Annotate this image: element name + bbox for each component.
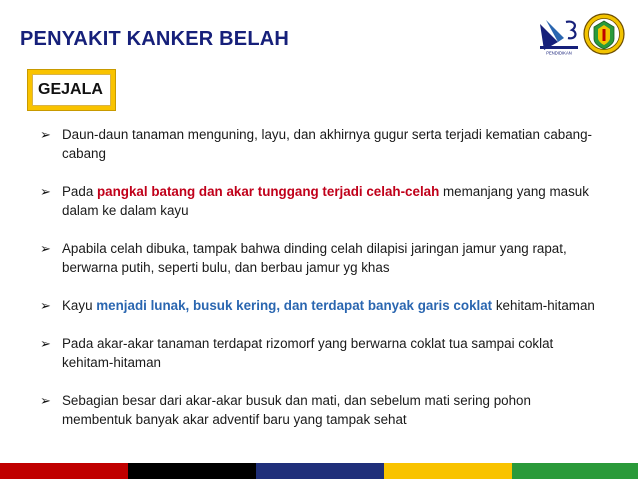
- symptom-text: Pada akar-akar tanaman terdapat rizomorf yang berwarna coklat tua sampai coklat kehitam-hitaman: [62, 336, 554, 370]
- section-badge-label: GEJALA: [32, 74, 111, 106]
- symptom-list: [40, 125, 600, 448]
- brand-logo-text: PENDIDIKAN: [546, 50, 572, 56]
- symptom-item: [40, 182, 600, 220]
- university-seal-icon: [583, 12, 625, 56]
- stripe-segment: [256, 463, 384, 479]
- symptom-text: Sebagian besar dari akar-akar busuk dan mati, dan sebelum mati sering pohon membentuk banyak akar adventif baru yang tampak sehat: [62, 393, 531, 427]
- symptom-highlight: menjadi lunak, busuk kering, dan terdapat banyak garis coklat: [96, 298, 493, 313]
- symptom-text: memanjang yang masuk dalam ke dalam kayu: [62, 184, 589, 218]
- arrow-bullet-icon: ➢: [40, 393, 51, 408]
- symptom-text: Daun-daun tanaman menguning, layu, dan akhirnya gugur serta terjadi kematian cabang-cabang: [62, 127, 593, 161]
- symptom-text: kehitam-hitaman: [492, 298, 595, 313]
- stripe-segment: [128, 463, 256, 479]
- symptom-item: [40, 125, 600, 163]
- stripe-segment: [0, 463, 128, 479]
- arrow-bullet-icon: ➢: [40, 127, 51, 142]
- symptom-item: [40, 391, 600, 429]
- symptom-highlight: pangkal batang dan akar tunggang terjadi celah-celah: [97, 184, 440, 199]
- symptom-text: Pada: [62, 184, 97, 199]
- stripe-segment: [384, 463, 512, 479]
- stripe-segment: [512, 463, 638, 479]
- symptom-item: [40, 334, 600, 372]
- symptom-text: Kayu: [62, 298, 97, 313]
- arrow-bullet-icon: ➢: [40, 241, 51, 256]
- page-title: PENYAKIT KANKER BELAH: [20, 28, 290, 50]
- symptom-item: [40, 239, 600, 277]
- symptom-text: Apabila celah dibuka, tampak bahwa dinding celah dilapisi jaringan jamur yang rapat, berwarna putih, seperti bulu, dan berbau jamur yg khas: [62, 241, 567, 275]
- arrow-bullet-icon: ➢: [40, 298, 51, 313]
- symptom-item: [40, 296, 600, 315]
- section-badge: [27, 69, 116, 111]
- arrow-bullet-icon: ➢: [40, 336, 51, 351]
- arrow-bullet-icon: ➢: [40, 184, 51, 199]
- brand-logo-icon: [536, 16, 582, 56]
- footer-color-stripe: [0, 463, 638, 479]
